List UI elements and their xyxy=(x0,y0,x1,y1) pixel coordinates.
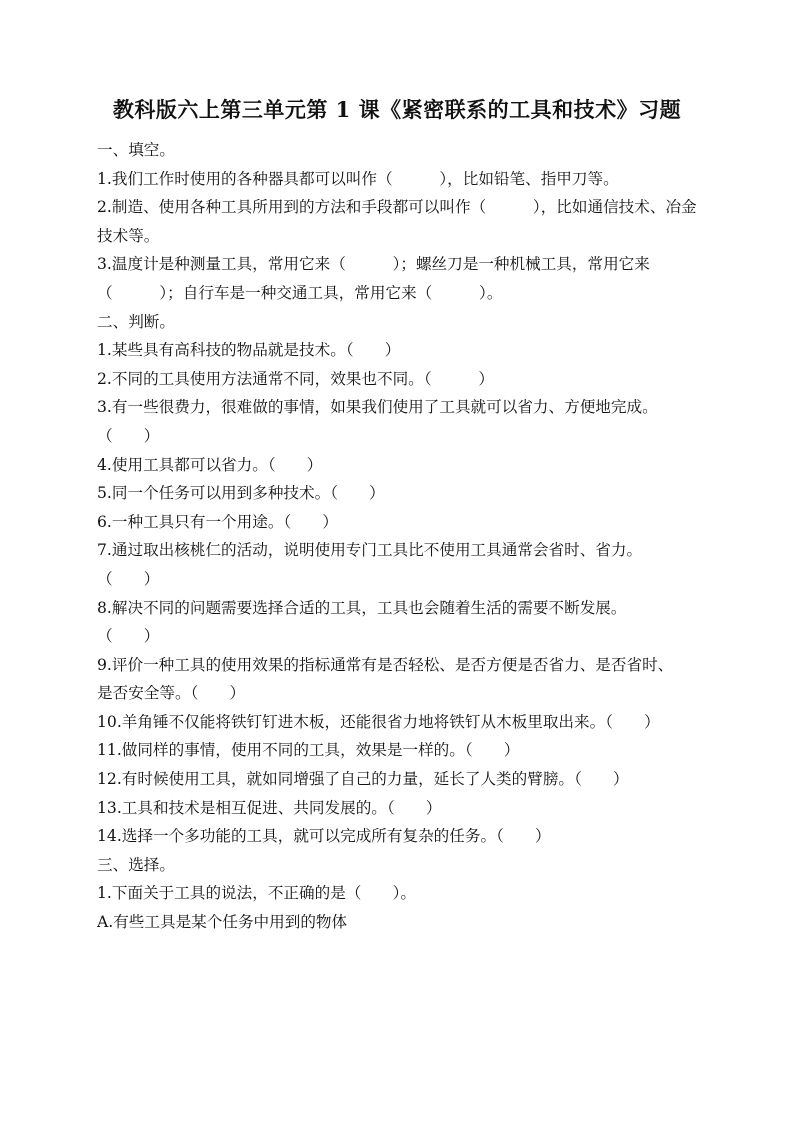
judge-line-14: 10.羊角锤不仅能将铁钉钉进木板，还能很省力地将铁钉从木板里取出来。（ ） xyxy=(97,712,660,731)
judge-line-1: 1.某些具有高科技的物品就是技术。（ ） xyxy=(97,341,401,360)
judge-line-6: 5.同一个任务可以用到多种技术。（ ） xyxy=(97,484,385,503)
judge-line-8: 7.通过取出核桃仁的活动，说明使用专门工具比不使用工具通常会省时、省力。 xyxy=(97,541,643,560)
judge-line-2: 2.不同的工具使用方法通常不同，效果也不同。（ ） xyxy=(97,369,494,388)
judge-line-10: 8.解决不同的问题需要选择合适的工具，工具也会随着生活的需要不断发展。 xyxy=(97,598,627,617)
section-heading-judge: 二、判断。 xyxy=(97,312,175,331)
judge-line-15: 11.做同样的事情，使用不同的工具，效果是一样的。（ ） xyxy=(97,741,520,760)
judge-line-17: 13.工具和技术是相互促进、共同发展的。（ ） xyxy=(97,798,442,817)
section-heading-choice: 三、选择。 xyxy=(97,855,175,874)
section-heading-fill: 一、填空。 xyxy=(97,141,175,159)
fill-line-1: 1.我们工作时使用的各种器具都可以叫作（ ），比如铅笔、指甲刀等。 xyxy=(97,169,619,188)
judge-line-16: 12.有时候使用工具，就如同增强了自己的力量，延长了人类的臂膀。（ ） xyxy=(97,770,629,789)
judge-line-9: （ ） xyxy=(97,569,160,588)
judge-line-3: 3.有一些很费力，很难做的事情，如果我们使用了工具就可以省力、方便地完成。 xyxy=(97,398,658,417)
document-title: 教科版六上第三单元第 1 课《紧密联系的工具和技术》习题 xyxy=(112,97,682,122)
fill-line-5: （ ）；自行车是一种交通工具，常用它来（ ）。 xyxy=(97,283,503,302)
judge-line-5: 4.使用工具都可以省力。（ ） xyxy=(97,455,323,474)
judge-line-7: 6.一种工具只有一个用途。（ ） xyxy=(97,512,338,531)
judge-line-18: 14.选择一个多功能的工具，就可以完成所有复杂的任务。（ ） xyxy=(97,827,551,846)
choice-line-2: A.有些工具是某个任务中用到的物体 xyxy=(97,913,348,932)
document-body xyxy=(97,136,701,937)
judge-line-12: 9.评价一种工具的使用效果的指标通常有是否轻松、是否方便是否省力、是否省时、 xyxy=(97,655,674,674)
fill-line-2: 2.制造、使用各种工具所用到的方法和手段都可以叫作（ ），比如通信技术、冶金 xyxy=(97,198,697,217)
fill-line-3: 技术等。 xyxy=(97,226,160,245)
judge-line-11: （ ） xyxy=(97,627,160,646)
judge-line-13: 是否安全等。（ ） xyxy=(97,684,246,703)
fill-line-4: 3.温度计是种测量工具，常用它来（ ）；螺丝刀是一种机械工具，常用它来 xyxy=(97,255,650,274)
judge-line-4: （ ） xyxy=(97,426,160,445)
choice-line-1: 1.下面关于工具的说法，不正确的是（ ）。 xyxy=(97,884,416,903)
